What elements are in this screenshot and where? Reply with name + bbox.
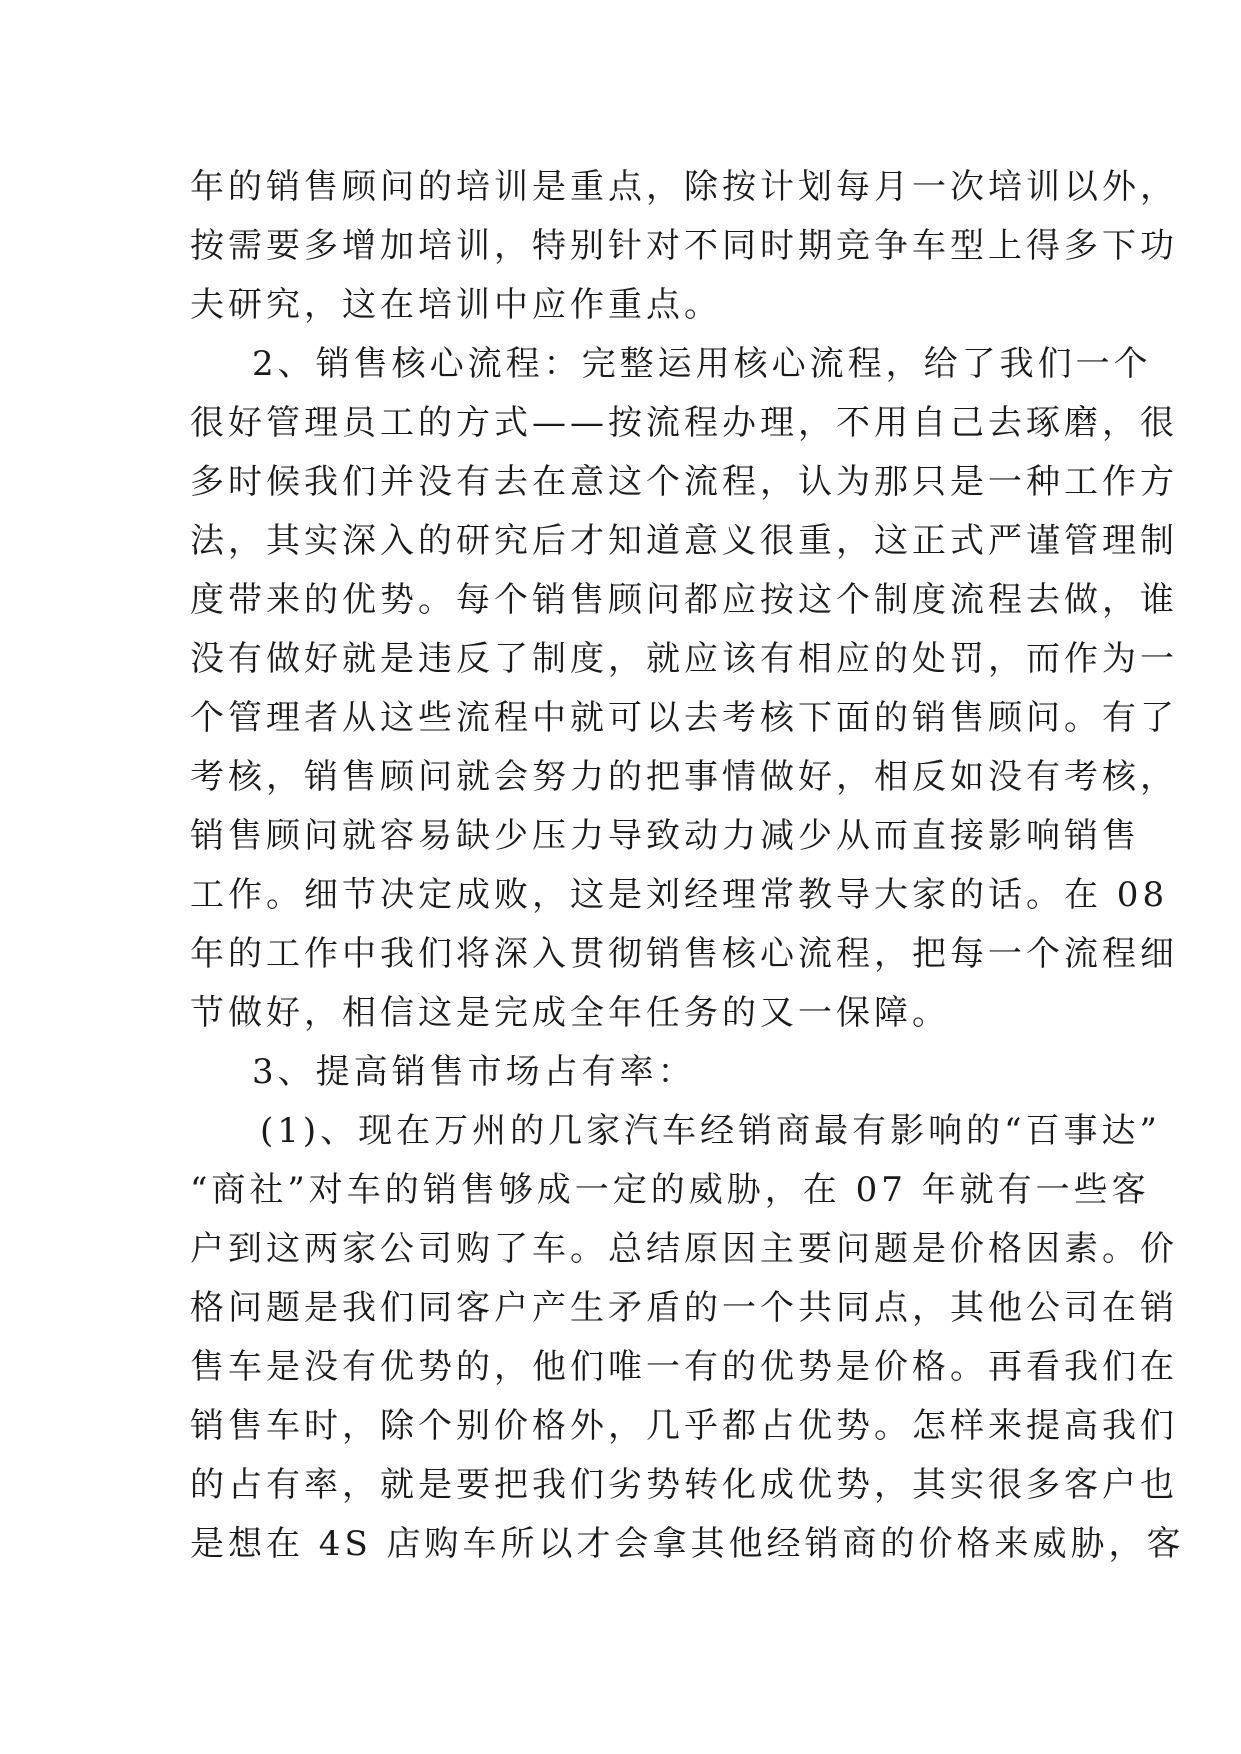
- text-line: 工作。细节决定成败，这是刘经理常教导大家的话。在 08: [190, 875, 1169, 915]
- text-line: “商社”对车的销售够成一定的威胁，在 07 年就有一些客: [190, 1170, 1150, 1210]
- text-line: 没有做好就是违反了制度，就应该有相应的处罚，而作为一: [190, 639, 1178, 679]
- text-line: 考核，销售顾问就会努力的把事情做好，相反如没有考核，: [190, 757, 1178, 797]
- text-line: 法，其实深入的研究后才知道意义很重，这正式严谨管理制: [190, 521, 1178, 561]
- text-line: 销售车时，除个别价格外，几乎都占优势。怎样来提高我们: [190, 1406, 1178, 1446]
- text-line: 年的工作中我们将深入贯彻销售核心流程，把每一个流程细: [190, 934, 1178, 974]
- text-line: 是想在 4S 店购车所以才会拿其他经销商的价格来威胁，客: [190, 1524, 1185, 1564]
- text-line: 个管理者从这些流程中就可以去考核下面的销售顾问。有了: [190, 698, 1178, 738]
- text-line: 度带来的优势。每个销售顾问都应按这个制度流程去做，谁: [190, 580, 1178, 620]
- body-text: [190, 158, 1185, 1574]
- paragraph-start-line: 3、提高销售市场占有率：: [252, 1052, 696, 1092]
- text-line: 很好管理员工的方式——按流程办理，不用自己去琢磨，很: [190, 403, 1178, 443]
- paragraph-start-line: 2、销售核心流程：完整运用核心流程，给了我们一个: [252, 344, 1152, 384]
- text-line: 销售顾问就容易缺少压力导致动力减少从而直接影响销售: [190, 816, 1140, 856]
- text-line: 格问题是我们同客户产生矛盾的一个共同点，其他公司在销: [190, 1288, 1178, 1328]
- text-line: 节做好，相信这是完成全年任务的又一保障。: [190, 993, 950, 1033]
- text-line: 售车是没有优势的，他们唯一有的优势是价格。再看我们在: [190, 1347, 1178, 1387]
- text-line: 年的销售顾问的培训是重点，除按计划每月一次培训以外，: [190, 167, 1178, 207]
- paragraph-start-line: (1)、现在万州的几家汽车经销商最有影响的“百事达”: [260, 1111, 1161, 1151]
- text-line: 的占有率，就是要把我们劣势转化成优势，其实很多客户也: [190, 1465, 1178, 1505]
- text-line: 多时候我们并没有去在意这个流程，认为那只是一种工作方: [190, 462, 1178, 502]
- text-line: 夫研究，这在培训中应作重点。: [190, 285, 722, 325]
- text-line: 户到这两家公司购了车。总结原因主要问题是价格因素。价: [190, 1229, 1178, 1269]
- text-line: 按需要多增加培训，特别针对不同时期竞争车型上得多下功: [190, 226, 1178, 266]
